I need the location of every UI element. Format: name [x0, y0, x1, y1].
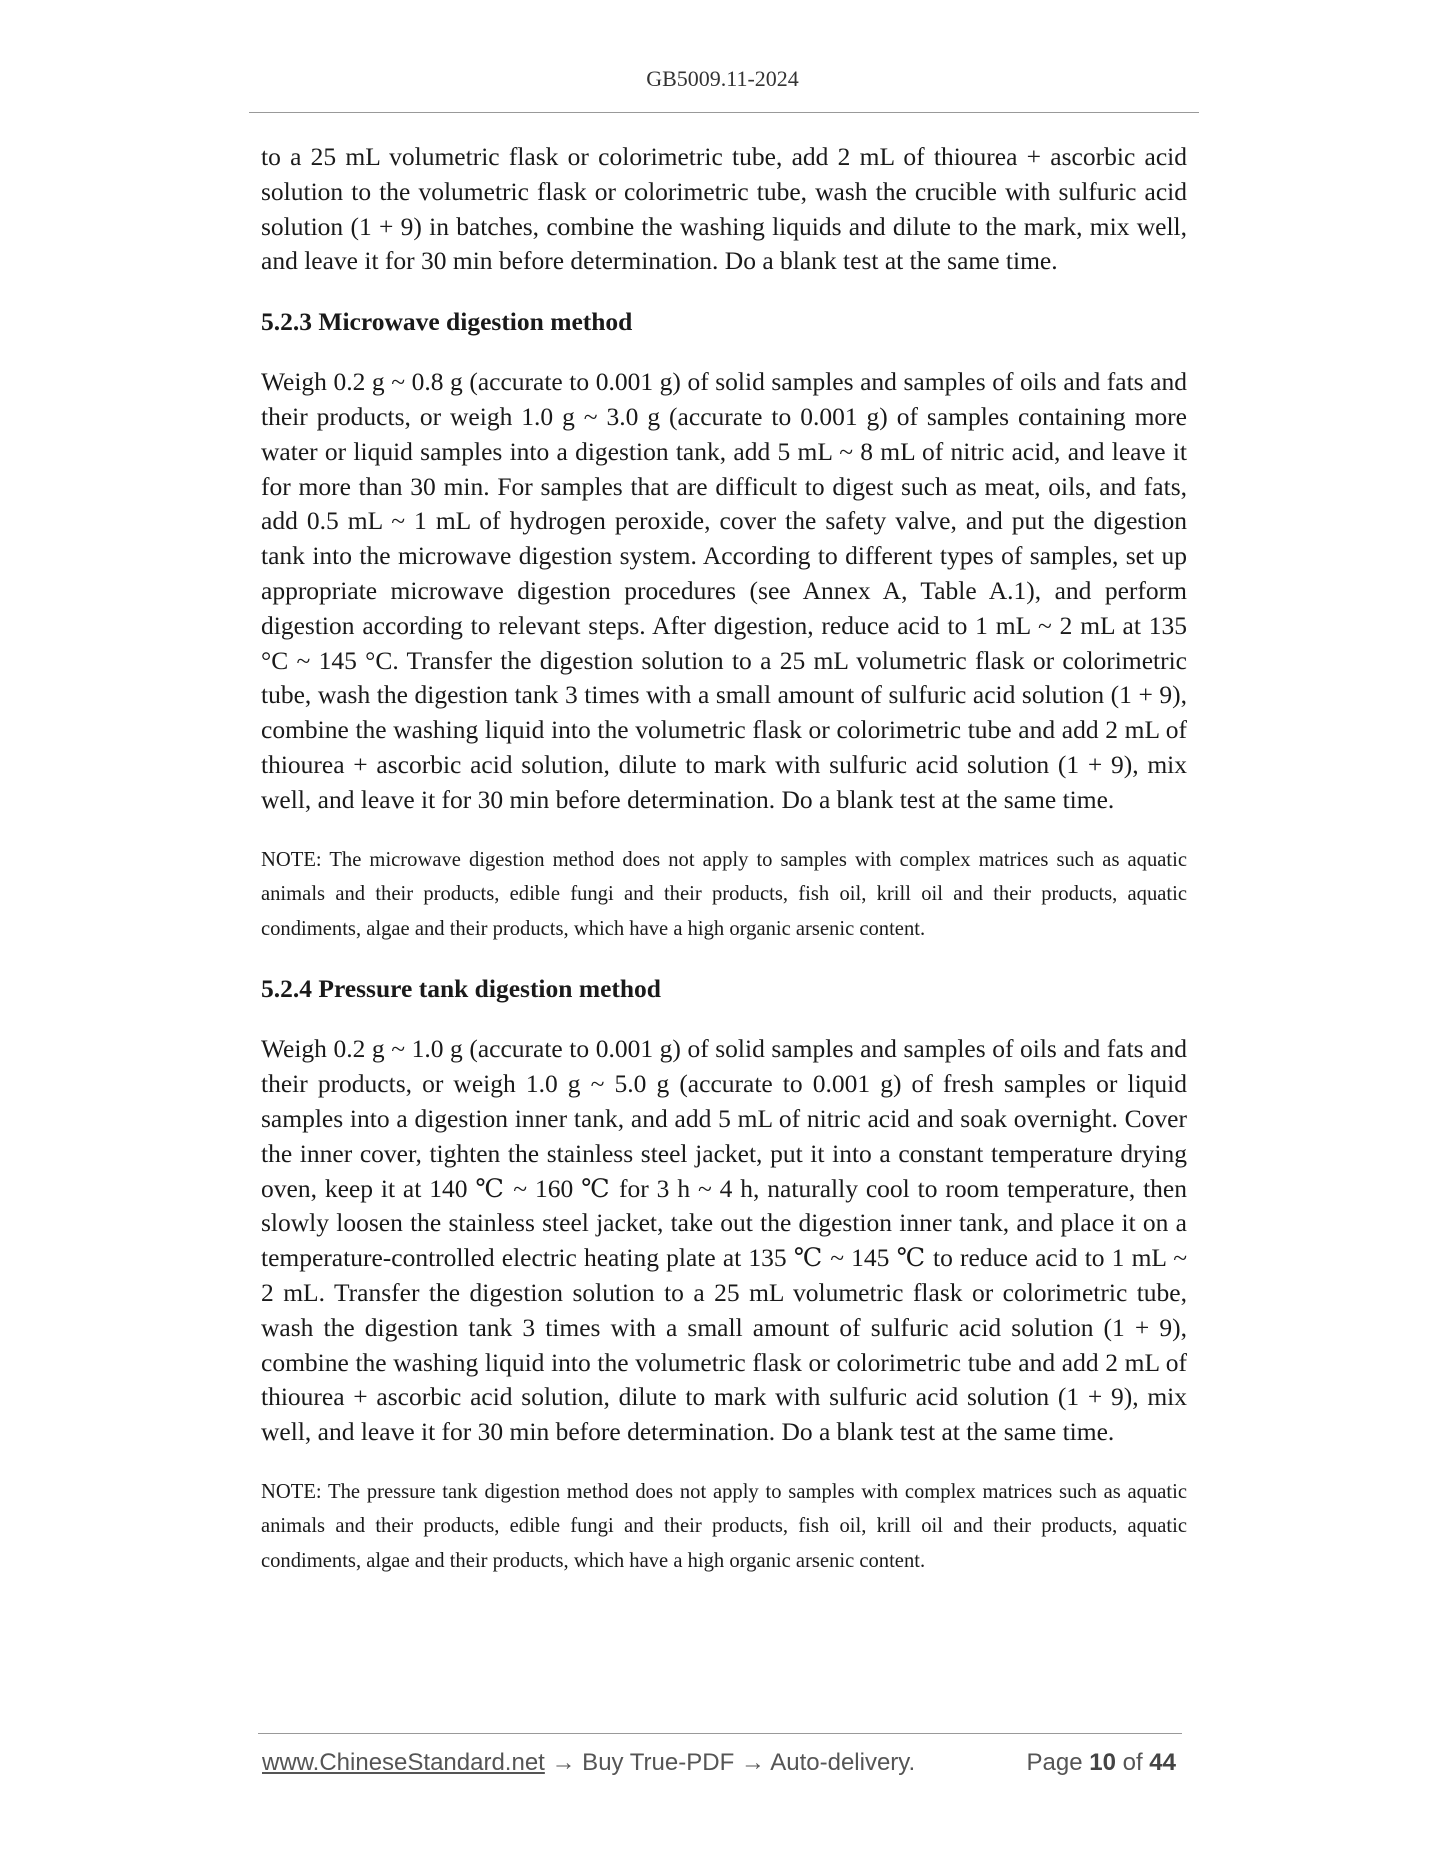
of-label: of: [1122, 1749, 1143, 1776]
page-footer: [262, 1749, 1182, 1783]
page-indicator: [1027, 1749, 1177, 1777]
promo-text: → Buy True-PDF → Auto-delivery.: [551, 1749, 916, 1776]
site-link[interactable]: www.ChineseStandard.net: [262, 1749, 545, 1776]
page-content: [261, 140, 1187, 1579]
footer-divider: [258, 1733, 1182, 1734]
intro-paragraph: to a 25 mL volumetric flask or colorimetric tube, add 2 mL of thiourea + ascorbic acid solution to the volumetric flask or colorimetric tube, wash the crucible with sulfuric acid solution (1 + 9) in batches, combine the washing liquids and dilute to the mark, mix well, and leave it for 30 min before determination. Do a blank test at the same time.: [261, 142, 1187, 276]
section-524-heading: 5.2.4 Pressure tank digestion method: [261, 974, 661, 1004]
document-id: GB5009.11-2024: [646, 66, 799, 91]
header-divider: [249, 112, 1199, 113]
section-523-heading: 5.2.3 Microwave digestion method: [261, 307, 633, 337]
total-pages: 44: [1149, 1749, 1176, 1776]
page-number: 10: [1089, 1749, 1116, 1776]
section-523-paragraph: Weigh 0.2 g ~ 0.8 g (accurate to 0.001 g) of solid samples and samples of oils and fats and their products, or weigh 1.0 g ~ 3.0 g (accurate to 0.001 g) of samples containing more water or liquid samples into a digestion tank, add 5 mL ~ 8 mL of nitric acid, and leave it for more than 30 min. For samples that are difficult to digest such as meat, oils, and fats, add 0.5 mL ~ 1 mL of hydrogen peroxide, cover the safety valve, and put the digestion tank into the microwave digestion system. According to different types of samples, set up appropriate microwave digestion procedures (see Annex A, Table A.1), and perform digestion according to relevant steps. After digestion, reduce acid to 1 mL ~ 2 mL at 135 °C ~ 145 °C. Transfer the digestion solution to a 25 mL volumetric flask or colorimetric tube, wash the digestion tank 3 times with a small amount of sulfuric acid solution (1 + 9), combine the washing liquid into the volumetric flask or colorimetric tube and add 2 mL of thiourea + ascorbic acid solution, dilute to mark with sulfuric acid solution (1 + 9), mix well, and leave it for 30 min before determination. Do a blank test at the same time.: [261, 367, 1187, 814]
document-header: [0, 66, 1445, 92]
footer-promo: [262, 1749, 915, 1777]
page-label: Page: [1026, 1749, 1083, 1776]
section-524-note: NOTE: The pressure tank digestion method does not apply to samples with complex matrices such as aquatic animals and their products, edible fungi and their products, fish oil, krill oil and their products, aquatic condiments, algae and their products, which have a high organic arsenic content.: [261, 1480, 1187, 1573]
section-524-paragraph: Weigh 0.2 g ~ 1.0 g (accurate to 0.001 g) of solid samples and samples of oils and fats and their products, or weigh 1.0 g ~ 5.0 g (accurate to 0.001 g) of fresh samples or liquid samples into a digestion inner tank, and add 5 mL of nitric acid and soak overnight. Cover the inner cover, tighten the stainless steel jacket, put it into a constant temperature drying oven, keep it at 140 ℃ ~ 160 ℃ for 3 h ~ 4 h, naturally cool to room temperature, then slowly loosen the stainless steel jacket, take out the digestion inner tank, and place it on a temperature-controlled electric heating plate at 135 ℃ ~ 145 ℃ to reduce acid to 1 mL ~ 2 mL. Transfer the digestion solution to a 25 mL volumetric flask or colorimetric tube, wash the digestion tank 3 times with a small amount of sulfuric acid solution (1 + 9), combine the washing liquid into the volumetric flask or colorimetric tube and add 2 mL of thiourea + ascorbic acid solution, dilute to mark with sulfuric acid solution (1 + 9), mix well, and leave it for 30 min before determination. Do a blank test at the same time.: [261, 1034, 1187, 1447]
section-523-note: NOTE: The microwave digestion method does not apply to samples with complex matrices such as aquatic animals and their products, edible fungi and their products, fish oil, krill oil and their products, aquatic condiments, algae and their products, which have a high organic arsenic content.: [261, 848, 1187, 940]
